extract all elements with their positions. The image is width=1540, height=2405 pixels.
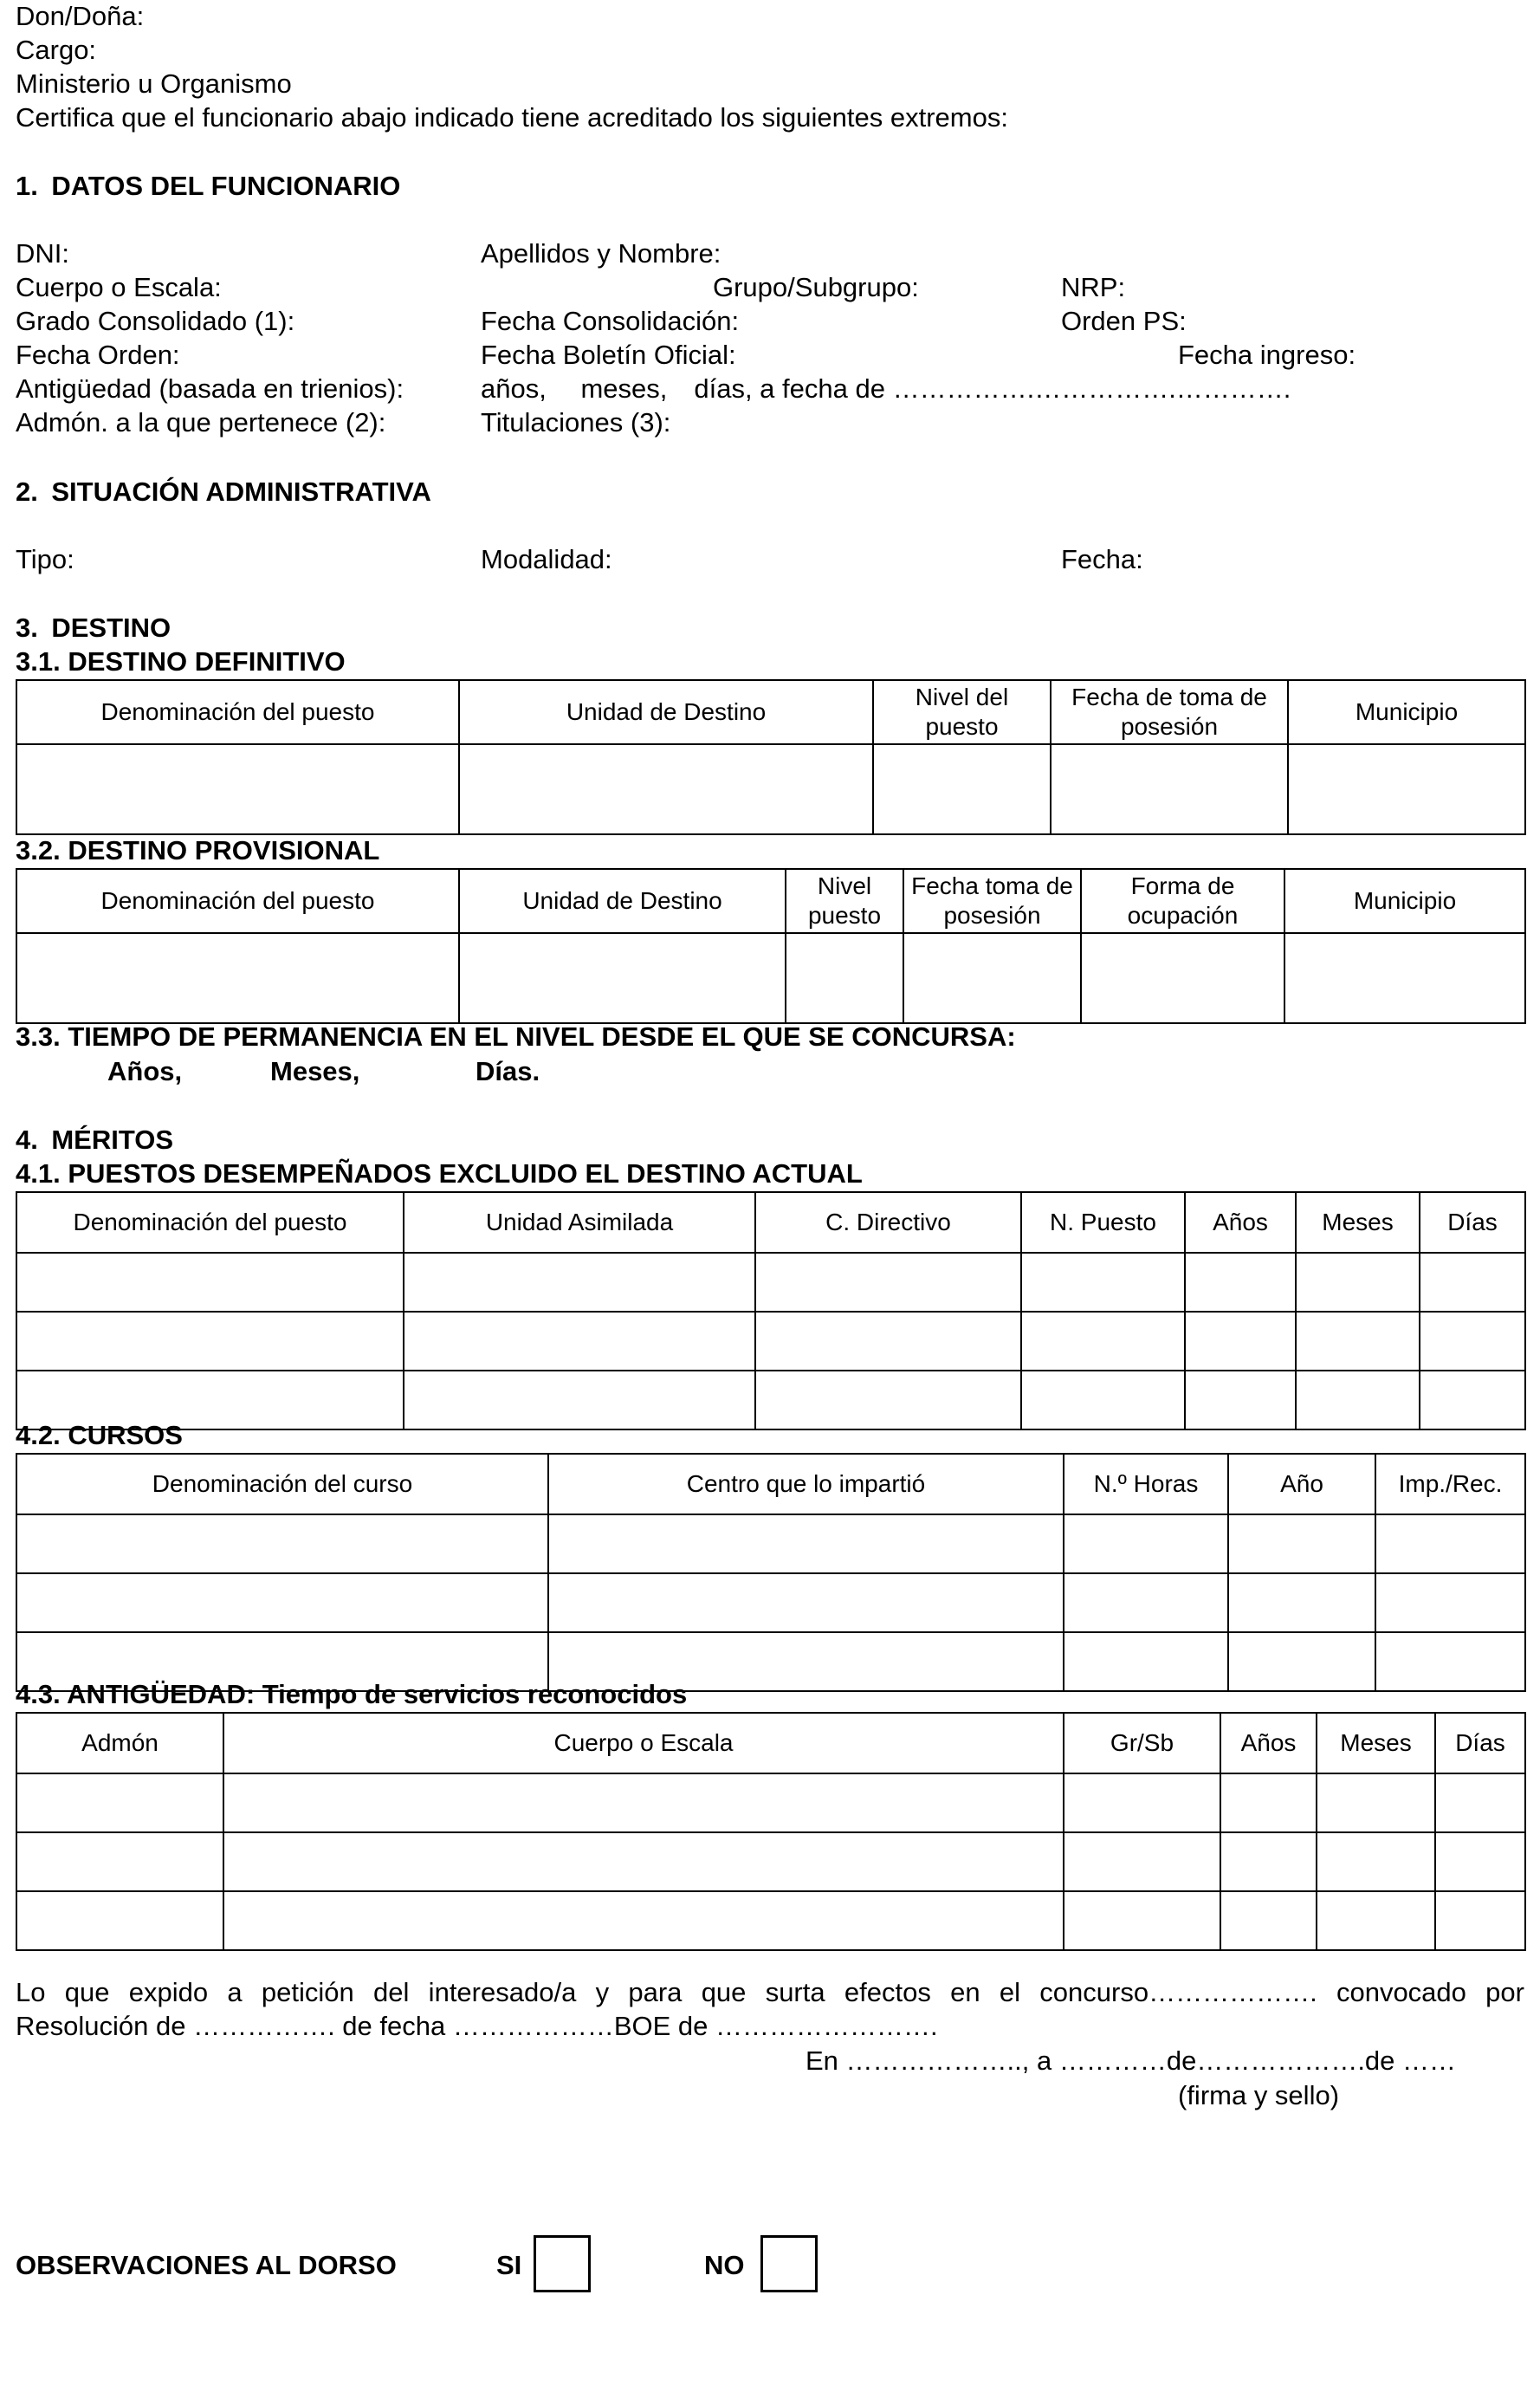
cell-input[interactable] <box>873 744 1051 834</box>
cell-input[interactable] <box>786 933 903 1023</box>
orden-ps-label: Orden PS: <box>1061 306 1187 336</box>
cell-input[interactable] <box>223 1773 1064 1832</box>
cell-input[interactable] <box>459 933 786 1023</box>
titulaciones-label: Titulaciones (3): <box>481 407 671 438</box>
cell-input[interactable] <box>1021 1312 1185 1371</box>
cell-input[interactable] <box>1296 1253 1420 1312</box>
apellidos-label: Apellidos y Nombre: <box>481 238 721 269</box>
section-4-title: 4. MÉRITOS <box>16 1125 174 1155</box>
section-4-3-title: 4.3. ANTIGÜEDAD: Tiempo de servicios reconocidos <box>16 1679 688 1709</box>
cell-input[interactable] <box>404 1253 755 1312</box>
antiguedad-table <box>16 1712 1526 1951</box>
cell-input[interactable] <box>1185 1312 1296 1371</box>
grupo-label: Grupo/Subgrupo: <box>713 272 919 302</box>
ministerio-label: Ministerio u Organismo <box>16 68 292 99</box>
cell-input[interactable] <box>1284 933 1525 1023</box>
col-meses: Meses <box>1296 1192 1420 1253</box>
cell-input[interactable] <box>1064 1891 1220 1950</box>
cell-input[interactable] <box>1317 1891 1435 1950</box>
cell-input[interactable] <box>1220 1832 1317 1891</box>
cell-input[interactable] <box>16 1573 548 1632</box>
cell-input[interactable] <box>1185 1253 1296 1312</box>
section-3-title: 3. DESTINO <box>16 613 171 643</box>
cell-input[interactable] <box>1420 1371 1525 1429</box>
admon-label: Admón. a la que pertenece (2): <box>16 407 386 438</box>
cell-input[interactable] <box>1317 1832 1435 1891</box>
fecha-ingreso-label: Fecha ingreso: <box>1178 340 1356 370</box>
col-nivel: Nivel del puesto <box>873 680 1051 744</box>
col-admon: Admón <box>16 1713 223 1773</box>
col-municipio: Municipio <box>1284 869 1525 933</box>
destino-provisional-table <box>16 868 1526 1024</box>
modalidad-label: Modalidad: <box>481 544 612 574</box>
fecha-label: Fecha: <box>1061 544 1143 574</box>
si-label: SI <box>496 2250 522 2280</box>
destino-definitivo-table <box>16 679 1526 835</box>
meses-label: Meses, <box>270 1056 360 1086</box>
cell-input[interactable] <box>755 1253 1021 1312</box>
cell-input[interactable] <box>404 1312 755 1371</box>
anos-label: Años, <box>107 1056 183 1086</box>
cell-input[interactable] <box>16 1312 404 1371</box>
cell-input[interactable] <box>1296 1312 1420 1371</box>
cell-input[interactable] <box>1435 1891 1525 1950</box>
cell-input[interactable] <box>1420 1312 1525 1371</box>
cell-input[interactable] <box>1064 1632 1228 1691</box>
no-checkbox[interactable] <box>760 2235 818 2292</box>
col-denominacion: Denominación del puesto <box>16 680 459 744</box>
cell-input[interactable] <box>16 1891 223 1950</box>
dias-label: Días. <box>476 1056 540 1086</box>
antiguedad-detail: años, meses, días, a fecha de …………….…………….…………. <box>481 373 1291 404</box>
section-4-2-title: 4.2. CURSOS <box>16 1420 183 1450</box>
col-fecha-toma: Fecha toma de posesión <box>903 869 1081 933</box>
cell-input[interactable] <box>1064 1514 1228 1573</box>
cell-input[interactable] <box>548 1514 1064 1573</box>
section-4-1-title: 4.1. PUESTOS DESEMPEÑADOS EXCLUIDO EL DESTINO ACTUAL <box>16 1158 863 1189</box>
cell-input[interactable] <box>1220 1891 1317 1950</box>
cell-input[interactable] <box>1081 933 1284 1023</box>
cell-input[interactable] <box>1228 1514 1375 1573</box>
cell-input[interactable] <box>903 933 1081 1023</box>
nrp-label: NRP: <box>1061 272 1126 302</box>
cargo-label: Cargo: <box>16 35 97 65</box>
cell-input[interactable] <box>1420 1253 1525 1312</box>
col-municipio: Municipio <box>1288 680 1525 744</box>
firma-label: (firma y sello) <box>1178 2080 1340 2110</box>
dni-label: DNI: <box>16 238 69 269</box>
cursos-table <box>16 1453 1526 1692</box>
cell-input[interactable] <box>16 1514 548 1573</box>
cell-input[interactable] <box>1051 744 1288 834</box>
col-cuerpo-escala: Cuerpo o Escala <box>223 1713 1064 1773</box>
puestos-table <box>16 1191 1526 1430</box>
cell-input[interactable] <box>1375 1573 1525 1632</box>
observaciones-label: OBSERVACIONES AL DORSO <box>16 2250 397 2280</box>
cell-input[interactable] <box>223 1832 1064 1891</box>
section-3-3-title: 3.3. TIEMPO DE PERMANENCIA EN EL NIVEL DESDE EL QUE SE CONCURSA: <box>16 1021 1016 1052</box>
section-3-1-title: 3.1. DESTINO DEFINITIVO <box>16 646 346 677</box>
don-label: Don/Doña: <box>16 1 145 31</box>
col-forma-ocupacion: Forma de ocupación <box>1081 869 1284 933</box>
col-unidad-destino: Unidad de Destino <box>459 680 873 744</box>
cell-input[interactable] <box>1296 1371 1420 1429</box>
antiguedad-label: Antigüedad (basada en trienios): <box>16 373 404 404</box>
cell-input[interactable] <box>1317 1773 1435 1832</box>
cell-input[interactable] <box>1435 1773 1525 1832</box>
cuerpo-label: Cuerpo o Escala: <box>16 272 222 302</box>
cell-input[interactable] <box>1064 1573 1228 1632</box>
cell-input[interactable] <box>1064 1832 1220 1891</box>
col-horas: N.º Horas <box>1064 1454 1228 1514</box>
section-1-title: 1. DATOS DEL FUNCIONARIO <box>16 171 401 201</box>
cell-input[interactable] <box>1064 1773 1220 1832</box>
cell-input[interactable] <box>1021 1371 1185 1429</box>
cell-input[interactable] <box>16 1773 223 1832</box>
col-nivel: Nivel puesto <box>786 869 903 933</box>
cell-input[interactable] <box>1228 1632 1375 1691</box>
col-c-directivo: C. Directivo <box>755 1192 1021 1253</box>
expido-line-1: Lo que expido a petición del interesado/a y para que surta efectos en el concurso………………. convocado por <box>16 1977 1524 2007</box>
cell-input[interactable] <box>16 744 459 834</box>
cell-input[interactable] <box>1220 1773 1317 1832</box>
no-label: NO <box>704 2250 745 2280</box>
cell-input[interactable] <box>1185 1371 1296 1429</box>
col-dias: Días <box>1420 1192 1525 1253</box>
section-3-2-title: 3.2. DESTINO PROVISIONAL <box>16 835 380 865</box>
cell-input[interactable] <box>1288 744 1525 834</box>
si-checkbox[interactable] <box>534 2235 591 2292</box>
cell-input[interactable] <box>16 1832 223 1891</box>
col-imp-rec: Imp./Rec. <box>1375 1454 1525 1514</box>
col-dias: Días <box>1435 1713 1525 1773</box>
cell-input[interactable] <box>223 1891 1064 1950</box>
cell-input[interactable] <box>548 1573 1064 1632</box>
col-denominacion: Denominación del puesto <box>16 1192 404 1253</box>
col-gr-sb: Gr/Sb <box>1064 1713 1220 1773</box>
cell-input[interactable] <box>1435 1832 1525 1891</box>
fecha-orden-label: Fecha Orden: <box>16 340 180 370</box>
cell-input[interactable] <box>16 933 459 1023</box>
cell-input[interactable] <box>1021 1253 1185 1312</box>
expido-line-2: Resolución de ……………. de fecha ………………BOE de ……………………. <box>16 2011 938 2041</box>
fecha-consolidacion-label: Fecha Consolidación: <box>481 306 740 336</box>
col-unidad-destino: Unidad de Destino <box>459 869 786 933</box>
grado-label: Grado Consolidado (1): <box>16 306 295 336</box>
col-denominacion: Denominación del puesto <box>16 869 459 933</box>
lugar-fecha-line: En ……………….., a …………de……………….de …… <box>806 2045 1457 2076</box>
cell-input[interactable] <box>404 1371 755 1429</box>
fecha-boletin-label: Fecha Boletín Oficial: <box>481 340 736 370</box>
col-meses: Meses <box>1317 1713 1435 1773</box>
col-n-puesto: N. Puesto <box>1021 1192 1185 1253</box>
col-anos: Años <box>1220 1713 1317 1773</box>
cell-input[interactable] <box>755 1371 1021 1429</box>
col-denominacion-curso: Denominación del curso <box>16 1454 548 1514</box>
cell-input[interactable] <box>755 1312 1021 1371</box>
col-centro: Centro que lo impartió <box>548 1454 1064 1514</box>
col-anos: Años <box>1185 1192 1296 1253</box>
tipo-label: Tipo: <box>16 544 74 574</box>
cell-input[interactable] <box>459 744 873 834</box>
cell-input[interactable] <box>1375 1632 1525 1691</box>
col-ano: Año <box>1228 1454 1375 1514</box>
certifica-text: Certifica que el funcionario abajo indicado tiene acreditado los siguientes extremos: <box>16 102 1008 133</box>
col-unidad-asimilada: Unidad Asimilada <box>404 1192 755 1253</box>
col-fecha-toma: Fecha de toma de posesión <box>1051 680 1288 744</box>
section-2-title: 2. SITUACIÓN ADMINISTRATIVA <box>16 476 431 507</box>
cell-input[interactable] <box>1228 1573 1375 1632</box>
cell-input[interactable] <box>16 1253 404 1312</box>
cell-input[interactable] <box>1375 1514 1525 1573</box>
